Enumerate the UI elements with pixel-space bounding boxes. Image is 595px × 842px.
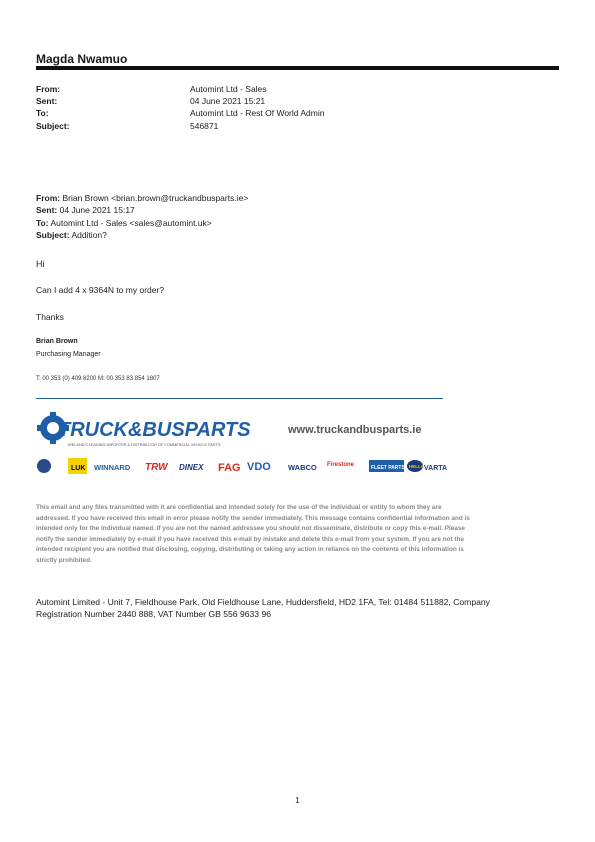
header-sent-value: 04 June 2021 15:21 xyxy=(190,96,266,106)
page-number: 1 xyxy=(295,796,300,805)
brand-varta: VARTA xyxy=(424,465,448,472)
brand-fleetparts: FLEET PARTS xyxy=(371,465,405,471)
header-from-value: Automint Ltd - Sales xyxy=(190,84,267,94)
header-to-label: To: xyxy=(36,108,49,118)
fwd-sent-value: 04 June 2021 15:17 xyxy=(59,205,135,215)
fwd-to-line xyxy=(36,218,212,228)
fwd-from-line xyxy=(36,193,248,203)
header-sent-label: Sent: xyxy=(36,96,58,106)
fwd-to-value: Automint Ltd - Sales <sales@automint.uk> xyxy=(50,218,212,228)
company-banner[interactable] xyxy=(36,398,448,500)
header-to-value: Automint Ltd - Rest Of World Admin xyxy=(190,108,325,118)
brand-luk: LUK xyxy=(71,465,86,472)
brand-trw: TRW xyxy=(145,462,168,473)
confidentiality-disclaimer: This email and any files transmitted with it are confidential and intended solely for the use of the individual or entity to whom they are addressed. If you have received this email in error please notify the sender immediately. This message contains confidential information and is intended only for the individual named. If you are not the named addressee you should not disseminate, distribute or copy this e-mail. Please notify the sender immediately by e-mail if you have received this e-mail by mistake and delete this e-mail from your system. If you are not the intended recipient you are notified that disclosing, copying, distributing or taking any action in reliance on the contents of this information is strictly prohibited. xyxy=(36,504,470,564)
company-footer: Automint Limited - Unit 7, Fieldhouse Park, Old Fieldhouse Lane, Huddersfield, HD2 1FA, Tel: 01484 511882, Company Registration Number 2440 888, VAT Number GB 556 9633 96 xyxy=(36,597,490,619)
header-subject-value: 546871 xyxy=(190,121,219,131)
fwd-to-label: To: xyxy=(36,218,49,228)
brand-strip xyxy=(37,458,447,474)
fwd-from-value: Brian Brown <brian.brown@truckandbusparts.ie> xyxy=(62,193,249,203)
owner-name: Magda Nwamuo xyxy=(36,52,128,66)
fwd-subject-value: Addition? xyxy=(71,230,107,240)
fwd-subject-label: Subject: xyxy=(36,230,70,240)
website-link[interactable]: www.truckandbusparts.ie xyxy=(288,424,422,436)
fwd-sent-label: Sent: xyxy=(36,205,58,215)
header-from-label: From: xyxy=(36,84,61,94)
brand-tagline: IRELAND'S LEADING IMPORTER & DISTRIBUTOR OF COMMERCIAL VEHICLE PARTS xyxy=(68,443,221,447)
brand-wabco: WABCO xyxy=(288,463,317,472)
fwd-sent-line xyxy=(36,205,135,215)
fwd-from-label: From: xyxy=(36,193,61,203)
header-subject-label: Subject: xyxy=(36,121,70,131)
message-greeting: Hi xyxy=(36,259,45,269)
brand-firestone: Firestone xyxy=(327,462,355,468)
brand-dinex: DINEX xyxy=(179,463,204,472)
message-thanks: Thanks xyxy=(36,312,64,322)
brand-winnard: WINNARD xyxy=(94,463,131,472)
fwd-subject-line xyxy=(36,230,107,240)
signature-phones: T: 00 353 (0) 409 8200 M: 00 353 83 854 1807 xyxy=(36,376,160,382)
signature-title: Purchasing Manager xyxy=(36,351,101,358)
banner-top-line xyxy=(36,398,443,399)
brand-logo-text: TRUCK&BUSPARTS xyxy=(58,419,251,441)
header-rule xyxy=(36,66,559,70)
brand-fag: FAG xyxy=(218,462,241,474)
signature-name: Brian Brown xyxy=(36,338,78,345)
brand-badge-icon xyxy=(37,459,51,473)
brand-vdo: VDO xyxy=(247,461,271,473)
message-line: Can I add 4 x 9364N to my order? xyxy=(36,285,165,295)
brand-hella: HELLA xyxy=(409,464,424,469)
